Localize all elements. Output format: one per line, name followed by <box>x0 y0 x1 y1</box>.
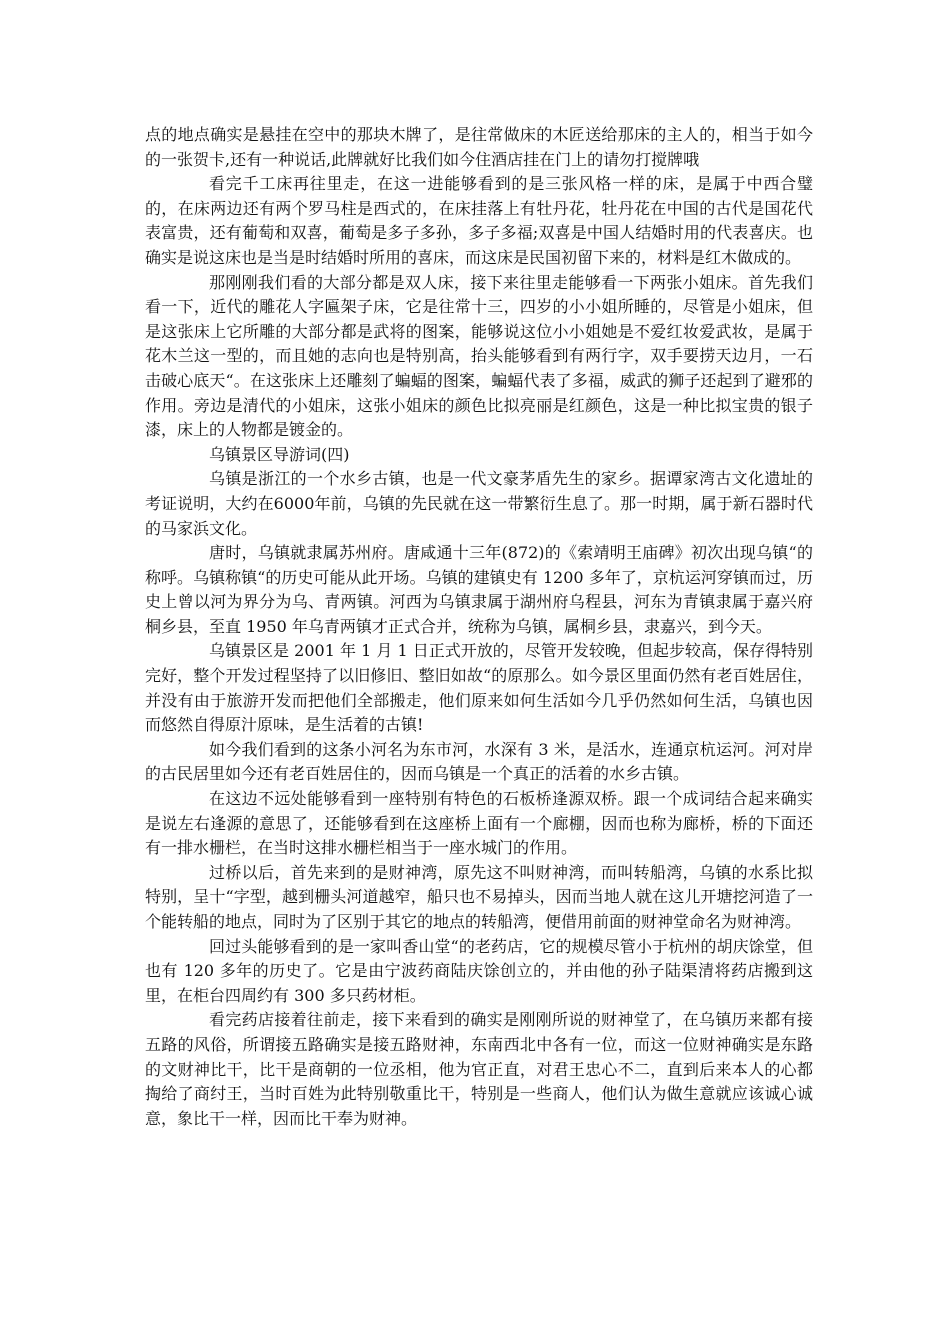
section-heading: 乌镇景区导游词(四) <box>209 444 350 464</box>
document-body <box>145 123 813 1131</box>
paragraph-caishen-bay: 过桥以后，首先来到的是财神湾，原先这不叫财神湾，而叫转船湾，乌镇的水系比拟特别，呈十“字型，越到栅头河道越窄，船只也不易掉头，因而当地人就在这儿开塘挖河造了一个能转船的地点，同时为了区别于其它的地点的转船湾，便借用前面的财神堂命名为财神湾。 <box>145 862 813 931</box>
paragraph-wedding-bed: 看完千工床再往里走，在这一进能够看到的是三张风格一样的床，是属于中西合璧的，在床两边还有两个罗马柱是西式的，在床挂落上有牡丹花，牡丹花在中国的古代是国花代表富贵，还有葡萄和双喜，葡萄是多子多孙，多子多福;双喜是中国人结婚时用的代表喜庆。也确实是说这床也是当是时结婚时所用的喜床，而这床是民国初留下来的，材料是红木做成的。 <box>145 174 813 267</box>
paragraph-pharmacy: 回过头能够看到的是一家叫香山堂“的老药店，它的规模尽管小于杭州的胡庆馀堂，但也有 120 多年的历史了。它是由宁波药商陆庆馀创立的，并由他的孙子陆渠清将药店搬到这里，在柜台四周约有 300 多只药材柜。 <box>145 936 813 1005</box>
paragraph-history: 唐时，乌镇就隶属苏州府。唐咸通十三年(872)的《索靖明王庙碑》初次出现乌镇“的称呼。乌镇称镇“的历史可能从此开场。乌镇的建镇史有 1200 多年了，京杭运河穿镇而过，历史上曾以河为界分为乌、青两镇。河西为乌镇隶属于湖州府乌程县，河东为青镇隶属于嘉兴府桐乡县，至直 1950 年乌青两镇才正式合并，统称为乌镇，属桐乡县，隶嘉兴，到今天。 <box>145 543 813 636</box>
paragraph-east-river: 如今我们看到的这条小河名为东市河，水深有 3 米，是活水，连通京杭运河。河对岸的古民居里如今还有老百姓居住的，因而乌镇是一个真正的活着的水乡古镇。 <box>145 739 813 784</box>
paragraph-continued: 点的地点确实是悬挂在空中的那块木牌了，是往常做床的木匠送给那床的主人的，相当于如今的一张贺卡,还有一种说话,此牌就好比我们如今住酒店挂在门上的请勿打搅牌哦 <box>145 125 813 169</box>
paragraph-wuzhen-intro: 乌镇是浙江的一个水乡古镇，也是一代文豪茅盾先生的家乡。据谭家湾古文化遗址的考证说明，大约在6000年前，乌镇的先民就在这一带繁衍生息了。那一时期，属于新石器时代的马家浜文化。 <box>145 469 813 538</box>
paragraph-caishen-hall: 看完药店接着往前走，接下来看到的确实是刚刚所说的财神堂了，在乌镇历来都有接五路的风俗，所谓接五路确实是接五路财神，东南西北中各有一位，而这一位财神确实是东路的文财神比干，比干是商朝的一位丞相，他为官正直，对君王忠心不二，直到后来本人的心都掏给了商纣王，当时百姓为此特别敬重比干，特别是一些商人，他们认为做生意就应该诚心诚意，象比干一样，因而比干奉为财神。 <box>145 1010 813 1128</box>
paragraph-scenic-area: 乌镇景区是 2001 年 1 月 1 日正式开放的，尽管开发较晚，但起步较高，保存得特别完好，整个开发过程坚持了以旧修旧、整旧如故“的原那么。如今景区里面仍然有老百姓居住，并没有由于旅游开发而把他们全部搬走，他们原来如何生活如今几乎仍然如何生活，乌镇也因而悠然自得原汁原味，是生活着的古镇! <box>145 641 813 735</box>
paragraph-lady-beds: 那刚刚我们看的大部分都是双人床，接下来往里走能够看一下两张小姐床。首先我们看一下，近代的雕花人字匾架子床，它是往常十三，四岁的小小姐所睡的，尽管是小姐床，但是这张床上它所雕的大部分都是武将的图案，能够说这位小小姐她是不爱红妆爱武妆，是属于花木兰这一型的，而且她的志向也是特别高，抬头能够看到有两行字，双手要捞天边月，一石击破心底天“。在这张床上还雕刻了蝙蝠的图案，蝙蝠代表了多福，威武的狮子还起到了避邪的作用。旁边是清代的小姐床，这张小姐床的颜色比拟亮丽是红颜色，这是一种比拟宝贵的银子漆，床上的人物都是镀金的。 <box>145 272 813 440</box>
paragraph-bridge: 在这边不远处能够看到一座特别有特色的石板桥逢源双桥。跟一个成词结合起来确实是说左右逢源的意思了，还能够看到在这座桥上面有一个廊棚，因而也称为廊桥，桥的下面还有一排水栅栏，在当时这排水栅栏相当于一座水城门的作用。 <box>145 789 813 858</box>
